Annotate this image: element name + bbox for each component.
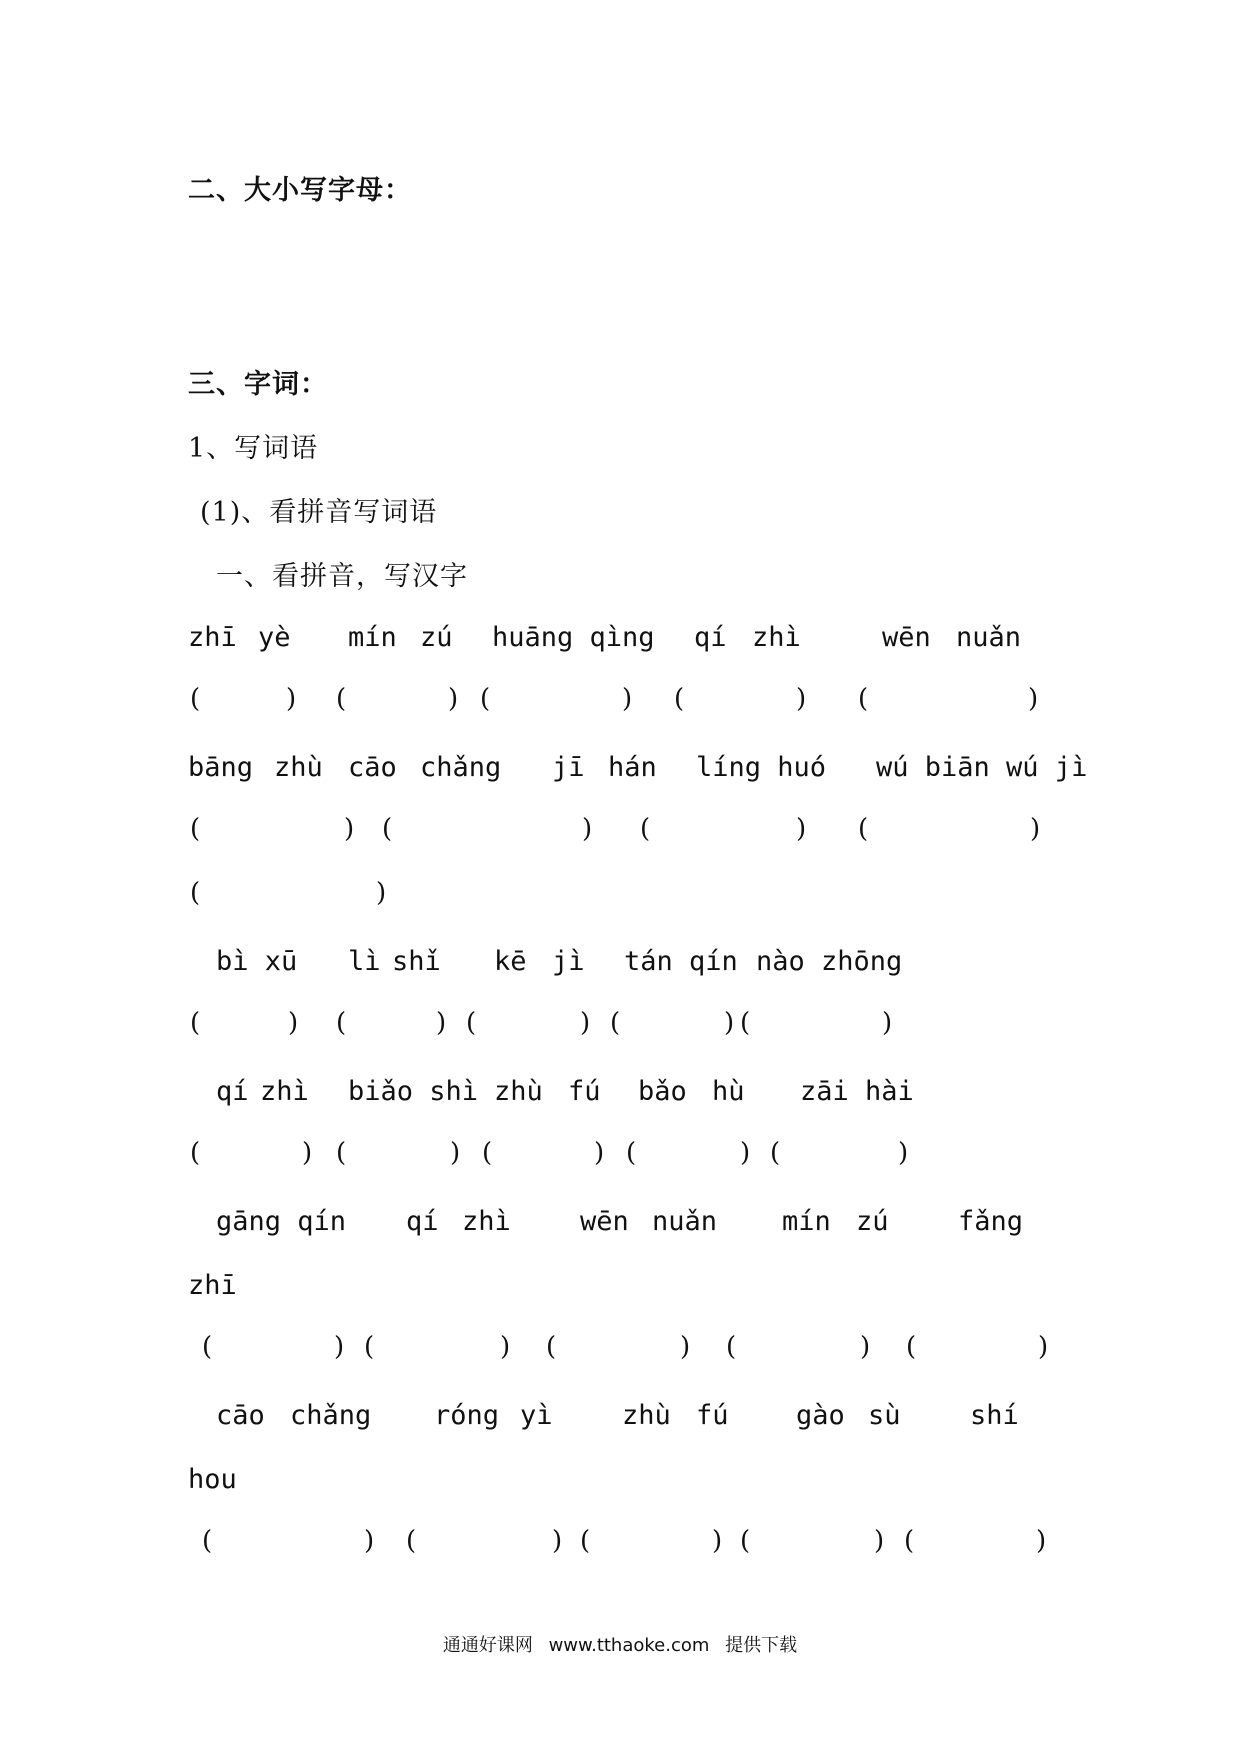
pinyin-word: kē bbox=[494, 946, 527, 977]
pinyin-word: jī bbox=[552, 752, 585, 783]
open-bracket: ( bbox=[466, 1008, 477, 1038]
pinyin-word: yì bbox=[520, 1400, 553, 1431]
open-bracket: ( bbox=[336, 1138, 347, 1168]
close-bracket: ) bbox=[1028, 684, 1039, 714]
open-bracket: ( bbox=[482, 1138, 493, 1168]
pinyin-word: fǎng bbox=[958, 1206, 1024, 1237]
pinyin-word: líng huó bbox=[696, 752, 827, 783]
pinyin-word: zhī bbox=[188, 1270, 237, 1301]
pinyin-word: nuǎn bbox=[652, 1206, 718, 1237]
pinyin-word: yè bbox=[258, 622, 291, 653]
close-bracket: ) bbox=[898, 1138, 909, 1168]
pinyin-word: hán bbox=[608, 752, 657, 783]
close-bracket: ) bbox=[582, 814, 593, 844]
pinyin-row bbox=[0, 1206, 1240, 1246]
pinyin-word: tán qín bbox=[624, 946, 738, 977]
open-bracket: ( bbox=[382, 814, 393, 844]
close-bracket: ) bbox=[1030, 814, 1041, 844]
pinyin-word: mín bbox=[348, 622, 397, 653]
pinyin-word: cāo bbox=[348, 752, 397, 783]
open-bracket: ( bbox=[726, 1332, 737, 1362]
pinyin-word: hù bbox=[712, 1076, 745, 1107]
pinyin-word: zhì bbox=[752, 622, 801, 653]
open-bracket: ( bbox=[190, 814, 201, 844]
pinyin-word: sù bbox=[868, 1400, 901, 1431]
pinyin-word: jì bbox=[552, 946, 585, 977]
open-bracket: ( bbox=[190, 1138, 201, 1168]
answer-bracket-row bbox=[0, 878, 1240, 918]
pinyin-word: qí bbox=[694, 622, 727, 653]
pinyin-word: wēn bbox=[882, 622, 931, 653]
pinyin-word: mín bbox=[782, 1206, 831, 1237]
open-bracket: ( bbox=[364, 1332, 375, 1362]
pinyin-row-continued bbox=[0, 1270, 1240, 1310]
open-bracket: ( bbox=[202, 1332, 213, 1362]
pinyin-row bbox=[0, 1400, 1240, 1440]
open-bracket: ( bbox=[336, 684, 347, 714]
open-bracket: ( bbox=[190, 878, 201, 908]
answer-bracket-row bbox=[0, 1526, 1240, 1566]
pinyin-row bbox=[0, 622, 1240, 662]
close-bracket: ) bbox=[344, 814, 355, 844]
open-bracket: ( bbox=[740, 1526, 751, 1556]
pinyin-word: qí bbox=[216, 1076, 249, 1107]
open-bracket: ( bbox=[406, 1526, 417, 1556]
pinyin-word: biǎo shì bbox=[348, 1076, 479, 1107]
pinyin-word: chǎng bbox=[420, 752, 502, 783]
close-bracket: ) bbox=[450, 1138, 461, 1168]
pinyin-word: bāng bbox=[188, 752, 254, 783]
close-bracket: ) bbox=[874, 1526, 885, 1556]
open-bracket: ( bbox=[674, 684, 685, 714]
pinyin-word: lì bbox=[348, 946, 381, 977]
item-heading-write-words: 1、写词语 bbox=[188, 433, 319, 464]
pinyin-word: zhù bbox=[622, 1400, 671, 1431]
pinyin-word: qí bbox=[406, 1206, 439, 1237]
pinyin-word: fú bbox=[696, 1400, 729, 1431]
close-bracket: ) bbox=[364, 1526, 375, 1556]
open-bracket: ( bbox=[904, 1526, 915, 1556]
pinyin-word: nuǎn bbox=[956, 622, 1022, 653]
pinyin-word: wú biān wú jì bbox=[876, 752, 1088, 783]
close-bracket: ) bbox=[436, 1008, 447, 1038]
open-bracket: ( bbox=[190, 1008, 201, 1038]
pinyin-word: shǐ bbox=[392, 946, 441, 977]
answer-bracket-row bbox=[0, 1332, 1240, 1372]
open-bracket: ( bbox=[336, 1008, 347, 1038]
pinyin-word: gào bbox=[796, 1400, 845, 1431]
close-bracket: ) bbox=[860, 1332, 871, 1362]
open-bracket: ( bbox=[906, 1332, 917, 1362]
pinyin-word: nào zhōng bbox=[756, 946, 903, 977]
pinyin-word: wēn bbox=[580, 1206, 629, 1237]
pinyin-row-continued bbox=[0, 1464, 1240, 1504]
close-bracket: ) bbox=[286, 684, 297, 714]
open-bracket: ( bbox=[580, 1526, 591, 1556]
task-heading-pinyin-characters: 一、看拼音，写汉字 bbox=[216, 561, 468, 592]
close-bracket: ) bbox=[594, 1138, 605, 1168]
pinyin-row bbox=[0, 946, 1240, 986]
open-bracket: ( bbox=[858, 684, 869, 714]
close-bracket: ) bbox=[500, 1332, 511, 1362]
pinyin-word: zú bbox=[420, 622, 453, 653]
open-bracket: ( bbox=[626, 1138, 637, 1168]
footer-site-name: 通通好课网 bbox=[442, 1635, 533, 1656]
close-bracket: ) bbox=[796, 814, 807, 844]
close-bracket: ) bbox=[376, 878, 387, 908]
pinyin-word: gāng qín bbox=[216, 1206, 347, 1237]
close-bracket: ) bbox=[622, 684, 633, 714]
answer-bracket-row bbox=[0, 1008, 1240, 1048]
answer-bracket-row bbox=[0, 684, 1240, 724]
open-bracket: ( bbox=[770, 1138, 781, 1168]
section-heading-letters: 二、大小写字母： bbox=[188, 175, 412, 206]
close-bracket: ) bbox=[882, 1008, 893, 1038]
answer-bracket-row bbox=[0, 814, 1240, 854]
open-bracket: ( bbox=[190, 684, 201, 714]
open-bracket: ( bbox=[740, 1008, 751, 1038]
subitem-heading-pinyin-words: (1)、看拼音写词语 bbox=[200, 497, 438, 528]
answer-bracket-row bbox=[0, 1138, 1240, 1178]
close-bracket: ) bbox=[334, 1332, 345, 1362]
close-bracket: ) bbox=[740, 1138, 751, 1168]
close-bracket: ) bbox=[302, 1138, 313, 1168]
pinyin-word: zhù bbox=[494, 1076, 543, 1107]
close-bracket: ) bbox=[1036, 1526, 1047, 1556]
pinyin-word: shí bbox=[970, 1400, 1019, 1431]
close-bracket: ) bbox=[712, 1526, 723, 1556]
pinyin-word: chǎng bbox=[290, 1400, 372, 1431]
pinyin-row bbox=[0, 752, 1240, 792]
close-bracket: ) bbox=[680, 1332, 691, 1362]
footer-suffix: 提供下载 bbox=[725, 1635, 798, 1656]
close-bracket: ) bbox=[448, 684, 459, 714]
close-bracket: ) bbox=[552, 1526, 563, 1556]
pinyin-word: fú bbox=[568, 1076, 601, 1107]
pinyin-word: zāi hài bbox=[800, 1076, 914, 1107]
pinyin-word: cāo bbox=[216, 1400, 265, 1431]
pinyin-word: bǎo bbox=[638, 1076, 687, 1107]
section-heading-words: 三、字词： bbox=[188, 369, 328, 400]
footer-url-link[interactable]: www.tthaoke.com bbox=[548, 1635, 710, 1656]
pinyin-word: zú bbox=[856, 1206, 889, 1237]
close-bracket: ) bbox=[724, 1008, 735, 1038]
close-bracket: ) bbox=[580, 1008, 591, 1038]
open-bracket: ( bbox=[546, 1332, 557, 1362]
pinyin-word: bì xū bbox=[216, 946, 298, 977]
close-bracket: ) bbox=[288, 1008, 299, 1038]
open-bracket: ( bbox=[610, 1008, 621, 1038]
pinyin-word: róng bbox=[434, 1400, 500, 1431]
close-bracket: ) bbox=[1038, 1332, 1049, 1362]
pinyin-word: zhī bbox=[188, 622, 237, 653]
pinyin-word: zhù bbox=[274, 752, 323, 783]
pinyin-word: huāng qìng bbox=[492, 622, 655, 653]
close-bracket: ) bbox=[796, 684, 807, 714]
pinyin-row bbox=[0, 1076, 1240, 1116]
pinyin-word: hou bbox=[188, 1464, 237, 1495]
open-bracket: ( bbox=[480, 684, 491, 714]
open-bracket: ( bbox=[202, 1526, 213, 1556]
open-bracket: ( bbox=[858, 814, 869, 844]
open-bracket: ( bbox=[640, 814, 651, 844]
pinyin-word: zhì bbox=[260, 1076, 309, 1107]
page-footer bbox=[0, 1631, 1240, 1657]
pinyin-word: zhì bbox=[462, 1206, 511, 1237]
